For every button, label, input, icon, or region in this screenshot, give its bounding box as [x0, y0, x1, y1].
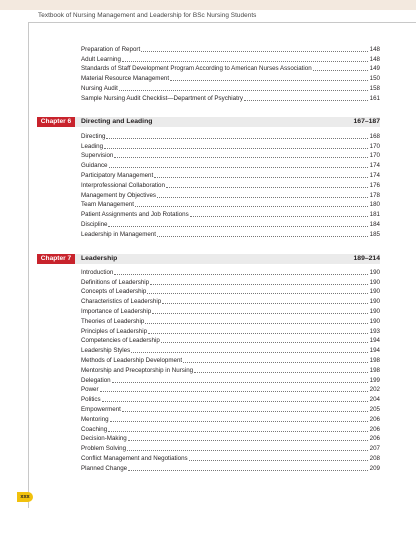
toc-entry-title: Sample Nursing Audit Checklist—Department of Psychiatry	[81, 94, 243, 102]
leader-dots	[122, 410, 368, 412]
toc-entry[interactable]	[81, 73, 380, 83]
toc-entry[interactable]	[81, 277, 380, 287]
leader-dots	[194, 371, 368, 373]
toc-entry-page: 190	[369, 298, 380, 306]
toc-entry-title: Directing	[81, 132, 106, 140]
leader-dots	[108, 225, 367, 227]
toc-entry-title: Patient Assignments and Job Rotations	[81, 211, 189, 219]
toc-entry[interactable]	[81, 345, 380, 355]
leader-dots	[119, 89, 368, 91]
leader-dots	[313, 69, 368, 71]
toc-list-preceding	[81, 44, 380, 103]
leader-dots	[145, 322, 367, 324]
toc-entry-page: 150	[369, 75, 380, 83]
toc-entry-page: 193	[369, 327, 380, 335]
toc-entry-title: Politics	[81, 396, 101, 404]
toc-entry[interactable]	[81, 296, 380, 306]
leader-dots	[135, 205, 368, 207]
leader-dots	[244, 99, 368, 101]
page-top-band	[0, 0, 416, 10]
toc-entry-title: Material Resource Management	[81, 75, 170, 83]
toc-entry[interactable]	[81, 180, 380, 190]
toc-entry-page: 149	[369, 65, 380, 73]
leader-dots	[102, 400, 368, 402]
toc-entry-title: Competencies of Leadership	[81, 337, 160, 345]
toc-entry-page: 205	[369, 405, 380, 413]
toc-entry-title: Power	[81, 386, 99, 394]
toc-entry-page: 206	[369, 415, 380, 423]
leader-dots	[162, 302, 368, 304]
toc-entry-page: 174	[369, 171, 380, 179]
toc-entry-title: Team Management	[81, 201, 134, 209]
toc-entry-title: Leadership in Management	[81, 230, 156, 238]
toc-entry-title: Methods of Leadership Development	[81, 356, 183, 364]
toc-entry-page: 206	[369, 435, 380, 443]
chapter-title: Directing and Leading	[81, 118, 153, 125]
leader-dots	[122, 60, 368, 62]
toc-entry-page: 204	[369, 396, 380, 404]
toc-entry-title: Leading	[81, 142, 104, 150]
toc-entry[interactable]	[81, 151, 380, 161]
toc-entry-title: Delegation	[81, 376, 111, 384]
chapter-label: Chapter 6	[37, 117, 75, 127]
toc-entry-page: 170	[369, 142, 380, 150]
toc-entry[interactable]	[81, 64, 380, 74]
toc-entry[interactable]	[81, 316, 380, 326]
leader-dots	[110, 420, 368, 422]
toc-entry-page: 208	[369, 454, 380, 462]
toc-entry-title: Coaching	[81, 425, 108, 433]
toc-list-chapter-7	[81, 267, 380, 473]
toc-entry[interactable]	[81, 141, 380, 151]
chapter-label: Chapter 7	[37, 254, 75, 264]
toc-entry[interactable]	[81, 394, 380, 404]
toc-entry-page: 190	[369, 307, 380, 315]
leader-dots	[189, 459, 368, 461]
toc-entry-page: 190	[369, 288, 380, 296]
toc-entry-page: 206	[369, 425, 380, 433]
toc-entry[interactable]	[81, 443, 380, 453]
toc-entry-title: Conflict Management and Negotiations	[81, 454, 188, 462]
leader-dots	[152, 312, 368, 314]
running-head: Textbook of Nursing Management and Leadership for BSc Nursing Students	[38, 12, 257, 19]
toc-entry[interactable]	[81, 385, 380, 395]
toc-entry[interactable]	[81, 375, 380, 385]
toc-entry-title: Adult Learning	[81, 55, 121, 63]
toc-entry-title: Nursing Audit	[81, 84, 118, 92]
toc-entry-page: 194	[369, 347, 380, 355]
toc-entry-page: 207	[369, 445, 380, 453]
leader-dots	[157, 235, 368, 237]
toc-entry-page: 181	[369, 211, 380, 219]
leader-dots	[128, 439, 368, 441]
toc-entry[interactable]	[81, 365, 380, 375]
toc-entry-page: 190	[369, 317, 380, 325]
toc-entry-title: Problem Solving	[81, 445, 127, 453]
toc-entry[interactable]	[81, 287, 380, 297]
toc-entry-page: 198	[369, 356, 380, 364]
leader-dots	[154, 176, 367, 178]
toc-entry-page: 202	[369, 386, 380, 394]
toc-entry-title: Characteristics of Leadership	[81, 298, 162, 306]
toc-entry-title: Participatory Management	[81, 171, 154, 179]
toc-entry[interactable]	[81, 160, 380, 170]
toc-entry-page: 148	[369, 55, 380, 63]
toc-entry[interactable]	[81, 463, 380, 473]
toc-entry-title: Discipline	[81, 220, 108, 228]
toc-entry-title: Guidance	[81, 162, 108, 170]
toc-entry[interactable]	[81, 209, 380, 219]
toc-list-chapter-6	[81, 131, 380, 239]
toc-entry-page: 148	[369, 45, 380, 53]
toc-entry-title: Interprofessional Collaboration	[81, 181, 165, 189]
toc-entry-page: 198	[369, 366, 380, 374]
left-margin-rule	[28, 22, 29, 508]
toc-entry-page: 199	[369, 376, 380, 384]
page-number-tab: xxx	[17, 492, 33, 502]
toc-entry-page: 161	[369, 94, 380, 102]
toc-entry[interactable]	[81, 453, 380, 463]
toc-entry-page: 194	[369, 337, 380, 345]
toc-entry-page: 190	[369, 278, 380, 286]
leader-dots	[108, 430, 368, 432]
toc-entry[interactable]	[81, 414, 380, 424]
toc-entry-title: Preparation of Report	[81, 45, 141, 53]
leader-dots	[114, 156, 367, 158]
toc-entry-title: Definitions of Leadership	[81, 278, 150, 286]
leader-dots	[128, 469, 368, 471]
chapter-7-heading[interactable]	[37, 254, 380, 264]
chapter-6-heading[interactable]	[37, 117, 380, 127]
toc-entry-page: 158	[369, 84, 380, 92]
toc-entry-page: 180	[369, 201, 380, 209]
toc-entry[interactable]	[81, 229, 380, 239]
toc-entry[interactable]	[81, 336, 380, 346]
toc-entry-title: Importance of Leadership	[81, 307, 152, 315]
toc-entry[interactable]	[81, 326, 380, 336]
toc-entry-page: 168	[369, 132, 380, 140]
toc-entry[interactable]	[81, 83, 380, 93]
chapter-page-range: 167–187	[353, 118, 380, 125]
toc-entry[interactable]	[81, 200, 380, 210]
toc-entry-page: 174	[369, 162, 380, 170]
leader-dots	[148, 332, 368, 334]
toc-entry-title: Planned Change	[81, 464, 128, 472]
leader-dots	[157, 196, 368, 198]
toc-entry[interactable]	[81, 219, 380, 229]
toc-entry-title: Mentorship and Preceptorship in Nursing	[81, 366, 194, 374]
toc-entry-title: Standards of Staff Development Program According to American Nurses Association	[81, 65, 312, 73]
toc-entry-title: Supervision	[81, 152, 114, 160]
toc-entry-page: 170	[369, 152, 380, 160]
leader-dots	[170, 79, 368, 81]
toc-entry-title: Empowerment	[81, 405, 121, 413]
leader-dots	[147, 292, 367, 294]
toc-entry-page: 190	[369, 268, 380, 276]
leader-dots	[141, 50, 368, 52]
leader-dots	[112, 381, 368, 383]
leader-dots	[104, 147, 368, 149]
toc-entry[interactable]	[81, 267, 380, 277]
leader-dots	[131, 351, 367, 353]
toc-entry-page: 184	[369, 220, 380, 228]
toc-entry-title: Introduction	[81, 268, 114, 276]
toc-entry-title: Management by Objectives	[81, 191, 156, 199]
leader-dots	[100, 390, 368, 392]
toc-entry[interactable]	[81, 190, 380, 200]
leader-dots	[109, 166, 368, 168]
toc-entry[interactable]	[81, 424, 380, 434]
toc-entry[interactable]	[81, 54, 380, 64]
leader-dots	[166, 186, 368, 188]
toc-entry-title: Theories of Leadership	[81, 317, 145, 325]
leader-dots	[150, 283, 368, 285]
leader-dots	[127, 449, 368, 451]
toc-entry[interactable]	[81, 306, 380, 316]
toc-entry-page: 178	[369, 191, 380, 199]
toc-entry-page: 209	[369, 464, 380, 472]
chapter-page-range: 189–214	[353, 255, 380, 262]
header-rule	[28, 22, 416, 23]
toc-entry-title: Decision-Making	[81, 435, 127, 443]
toc-entry-title: Mentoring	[81, 415, 109, 423]
toc-entry[interactable]	[81, 93, 380, 103]
leader-dots	[106, 137, 367, 139]
toc-entry-title: Concepts of Leadership	[81, 288, 147, 296]
toc-entry[interactable]	[81, 404, 380, 414]
toc-entry[interactable]	[81, 131, 380, 141]
leader-dots	[183, 361, 368, 363]
chapter-title: Leadership	[81, 255, 118, 262]
toc-entry-title: Leadership Styles	[81, 347, 131, 355]
toc-entry-page: 185	[369, 230, 380, 238]
leader-dots	[161, 341, 368, 343]
leader-dots	[190, 215, 368, 217]
toc-entry[interactable]	[81, 44, 380, 54]
leader-dots	[114, 273, 367, 275]
toc-entry[interactable]	[81, 355, 380, 365]
toc-entry-title: Principles of Leadership	[81, 327, 148, 335]
toc-entry-page: 176	[369, 181, 380, 189]
toc-entry[interactable]	[81, 434, 380, 444]
toc-entry[interactable]	[81, 170, 380, 180]
